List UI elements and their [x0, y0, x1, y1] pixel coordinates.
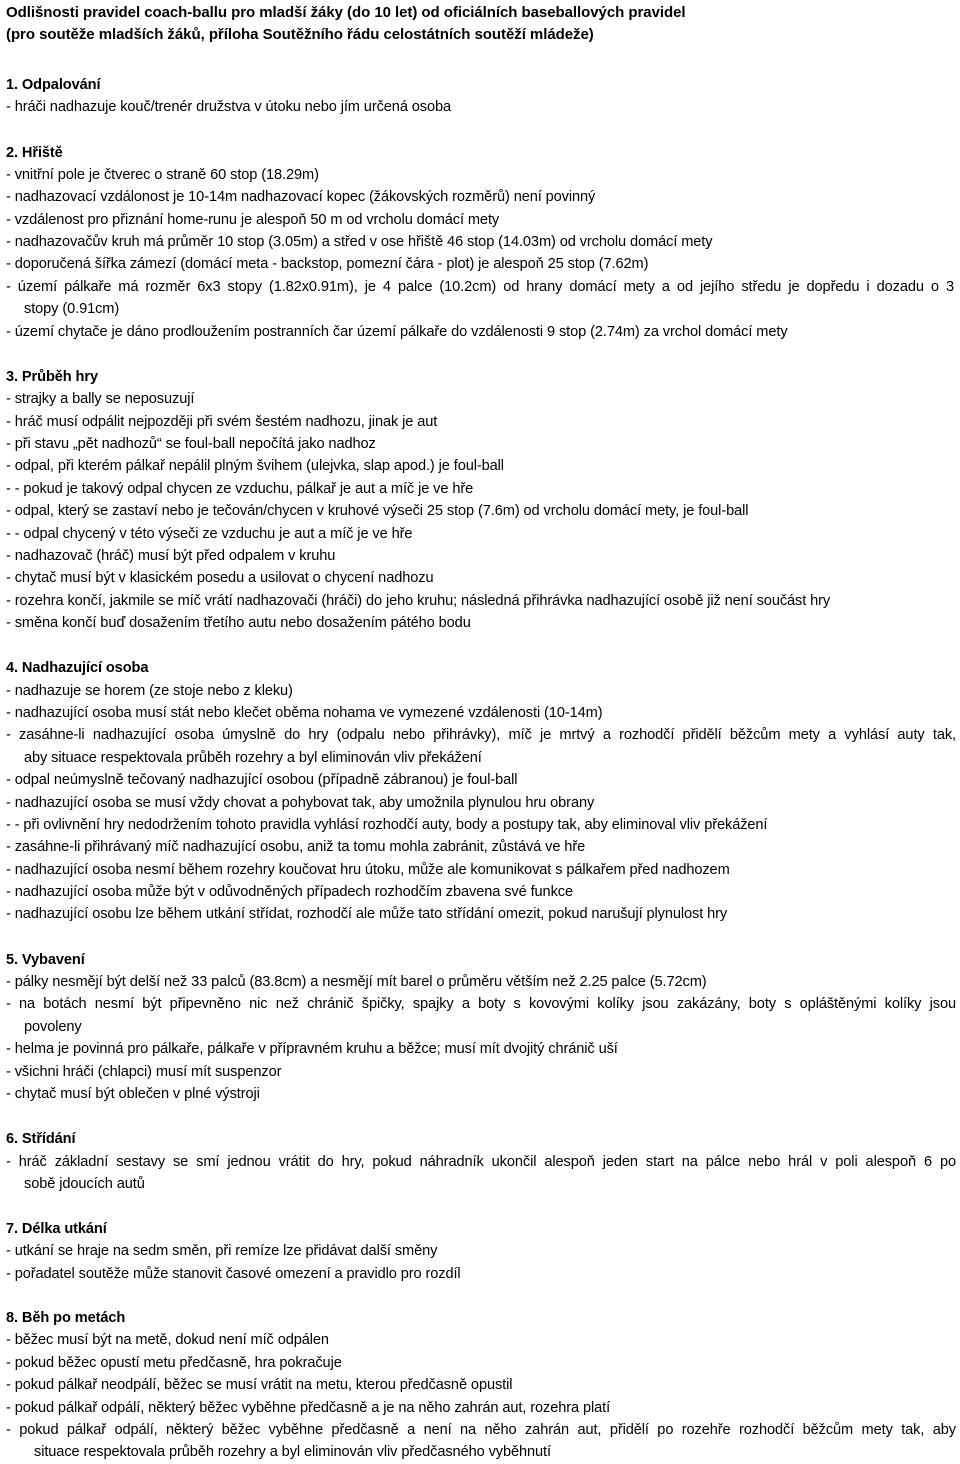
rule-line: - nadhazující osoba může být v odůvodněných případech rozhodčím zbavena své funkce [6, 884, 573, 900]
document-title-line-2: (pro soutěže mladších žáků, příloha Soutěžního řádu celostátních soutěží mládeže) [6, 26, 594, 43]
rule-line: - území chytače je dáno prodloužením postranních čar území pálkaře do vzdálenosti 9 stop (2.74m) za vrchol domácí mety [6, 324, 788, 340]
section-heading-game-flow: 3. Průběh hry [6, 369, 98, 385]
rule-line: - směna končí buď dosažením třetího autu nebo dosažením pátého bodu [6, 615, 471, 631]
rule-line: - nadhazující osoba musí stát nebo klečet oběma nohama ve vymezené vzdálenosti (10-14m) [6, 705, 603, 721]
document-page [6, 0, 958, 1464]
rule-line: - nadhazovačův kruh má průměr 10 stop (3.05m) a střed v ose hřiště 46 stop (14.03m) od vrcholu domácí mety [6, 234, 713, 250]
rule-line: - zasáhne-li nadhazující osoba úmyslně do hry (odpalu nebo přihrávky), míč je mrtvý a rozhodčí přidělí běžcům mety a vyhlásí auty tak, [6, 727, 956, 743]
rule-line-continuation: stopy (0.91cm) [24, 301, 120, 317]
rule-line: - odpal, který se zastaví nebo je tečován/chycen v kruhové výseči 25 stop (7.6m) od vrcholu domácí mety, je foul-ball [6, 503, 749, 519]
rule-line: - území pálkaře má rozměr 6x3 stopy (1.82x0.91m), je 4 palce (10.2cm) od hrany domácí mety a od jejího středu je dopředu i dozadu o 3 [6, 279, 954, 295]
rule-line: - nadhazovač (hráč) musí být před odpalem v kruhu [6, 548, 336, 564]
rule-line: - - odpal chycený v této výseči ze vzduchu je aut a míč je ve hře [6, 526, 413, 542]
document-title-line-1: Odlišnosti pravidel coach-ballu pro mladší žáky (do 10 let) od oficiálních baseballových pravidel [6, 4, 686, 21]
rule-line: - helma je povinná pro pálkaře, pálkaře v přípravném kruhu a běžce; musí mít dvojitý chránič uší [6, 1041, 618, 1057]
rule-line: - - pokud je takový odpal chycen ze vzduchu, pálkař je aut a míč je ve hře [6, 481, 474, 497]
rule-line: - na botách nesmí být připevněno nic než chránič špičky, spajky a boty s kovovými kolíky jsou zakázány, boty s opláštěnými kolíky jsou [6, 996, 956, 1012]
section-heading-game-length: 7. Délka utkání [6, 1221, 107, 1237]
rule-line: - utkání se hraje na sedm směn, při remíze lze přidávat další směny [6, 1243, 438, 1259]
rule-line: - - při ovlivnění hry nedodržením tohoto pravidla vyhlásí rozhodčí auty, body a postupy tak, aby eliminoval vliv překážení [6, 817, 768, 833]
section-heading-base-running: 8. Běh po metách [6, 1310, 126, 1326]
rule-line: - vnitřní pole je čtverec o straně 60 stop (18.29m) [6, 167, 319, 183]
rule-line: - pořadatel soutěže může stanovit časové omezení a pravidlo pro rozdíl [6, 1266, 461, 1282]
rule-line: - rozehra končí, jakmile se míč vrátí nadhazovači (hráči) do jeho kruhu; následná přihrávka nadhazující osobě již není součást hry [6, 593, 831, 609]
rule-line: - běžec musí být na metě, dokud není míč odpálen [6, 1332, 329, 1348]
rule-line: - pokud běžec opustí metu předčasně, hra pokračuje [6, 1355, 342, 1371]
rule-line: - odpal neúmyslně tečovaný nadhazující osobou (případně zábranou) je foul-ball [6, 772, 518, 788]
rule-line-continuation: situace respektovala průběh rozehry a byl eliminován vliv předčasného vyběhnutí [34, 1444, 551, 1460]
rule-line: - odpal, při kterém pálkař nepálil plným švihem (ulejvka, slap apod.) je foul-ball [6, 458, 504, 474]
rule-line: - hráč základní sestavy se smí jednou vrátit do hry, pokud náhradník ukončil alespoň jeden start na pálce nebo hrál v poli alespoň 6 po [6, 1154, 956, 1170]
rule-line: - nadhazující osoba se musí vždy chovat a pohybovat tak, aby umožnila plynulou hru obrany [6, 795, 595, 811]
rule-line: - strajky a bally se neposuzují [6, 391, 195, 407]
rule-line: - hráči nadhazuje kouč/trenér družstva v útoku nebo jím určená osoba [6, 99, 452, 115]
section-heading-substitution: 6. Střídání [6, 1131, 76, 1147]
rule-line: - pálky nesmějí být delší než 33 palců (83.8cm) a nesmějí mít barel o průměru větším než 2.25 palce (5.72cm) [6, 974, 707, 990]
section-heading-pitcher: 4. Nadhazující osoba [6, 660, 149, 676]
section-heading-batting: 1. Odpalování [6, 77, 101, 93]
rule-line: - pokud pálkař odpálí, některý běžec vyběhne předčasně a je na něho zahrán aut, rozehra platí [6, 1400, 611, 1416]
rule-line: - nadhazuje se horem (ze stoje nebo z kleku) [6, 683, 293, 699]
rule-line: - vzdálenost pro přiznání home-runu je alespoň 50 m od vrcholu domácí mety [6, 212, 500, 228]
rule-line: - nadhazovací vzdálonost je 10-14m nadhazovací kopec (žákovských rozměrů) není povinný [6, 189, 596, 205]
rule-line: - chytač musí být oblečen v plné výstroji [6, 1086, 260, 1102]
rule-line: - nadhazující osoba nesmí během rozehry koučovat hru útoku, může ale komunikovat s pálkařem před nadhozem [6, 862, 730, 878]
rule-line: - nadhazující osobu lze během utkání střídat, rozhodčí ale může tato střídání omezit, pokud narušují plynulost hry [6, 906, 728, 922]
rule-line-continuation: aby situace respektovala průběh rozehry a byl eliminován vliv překážení [24, 750, 482, 766]
rule-line: - pokud pálkař neodpálí, běžec se musí vrátit na metu, kterou předčasně opustil [6, 1377, 513, 1393]
rule-line: - při stavu „pět nadhozů“ se foul-ball nepočítá jako nadhoz [6, 436, 376, 452]
rule-line-continuation: sobě jdoucích autů [24, 1176, 145, 1192]
rule-line: - zasáhne-li přihrávaný míč nadhazující osobu, aniž ta tomu mohla zabránit, zůstává ve hře [6, 839, 586, 855]
rule-line: - pokud pálkař odpálí, některý běžec vyběhne předčasně a není na něho zahrán aut, přidělí po rozehře rozhodčí běžcům mety tak, aby [6, 1422, 956, 1438]
section-heading-field: 2. Hřiště [6, 145, 63, 161]
rule-line: - chytač musí být v klasickém posedu a usilovat o chycení nadhozu [6, 570, 434, 586]
section-heading-equipment: 5. Vybavení [6, 952, 85, 968]
rule-line: - všichni hráči (chlapci) musí mít suspenzor [6, 1064, 282, 1080]
rule-line: - doporučená šířka zámezí (domácí meta - backstop, pomezní čára - plot) je alespoň 25 stop (7.62m) [6, 256, 649, 272]
rule-line: - hráč musí odpálit nejpozději při svém šestém nadhozu, jinak je aut [6, 414, 438, 430]
rule-line-continuation: povoleny [24, 1019, 82, 1035]
